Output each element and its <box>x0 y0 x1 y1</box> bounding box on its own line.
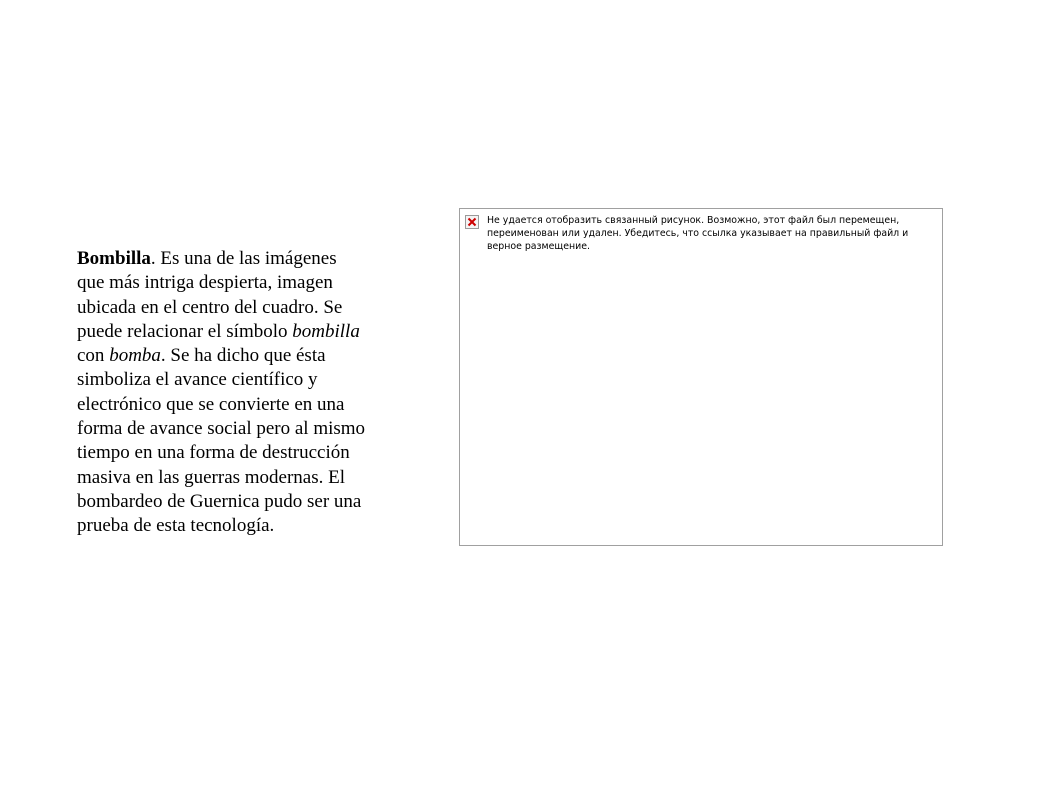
italic-term-bomba: bomba <box>109 345 161 367</box>
image-error-message: Не удается отобразить связанный рисунок. Возможно, этот файл был перемещен, переименован или удален. Убедитесь, что ссылка указывает на правильный файл и верное размещение. <box>487 215 909 253</box>
broken-image-placeholder <box>459 208 943 546</box>
term-bold: Bombilla <box>77 248 151 269</box>
paragraph-text-2: con <box>77 345 110 367</box>
paragraph-text-1: . Es una de las imágenes que más intriga despierta, imagen ubicada en el centro del cuadro. Se puede relacionar el símbolo <box>77 248 343 342</box>
paragraph-text-3: . Se ha dicho que ésta simboliza el avance científico y electrónico que se convierte en una forma de avance social pero al mismo tiempo en una forma de destrucción masiva en las guerras modernas. El bombardeo de Guernica pudo ser una prueba de esta tecnología. <box>77 345 366 537</box>
description-paragraph <box>77 247 367 539</box>
italic-term-bombilla: bombilla <box>292 320 360 342</box>
broken-image-icon <box>465 215 479 229</box>
